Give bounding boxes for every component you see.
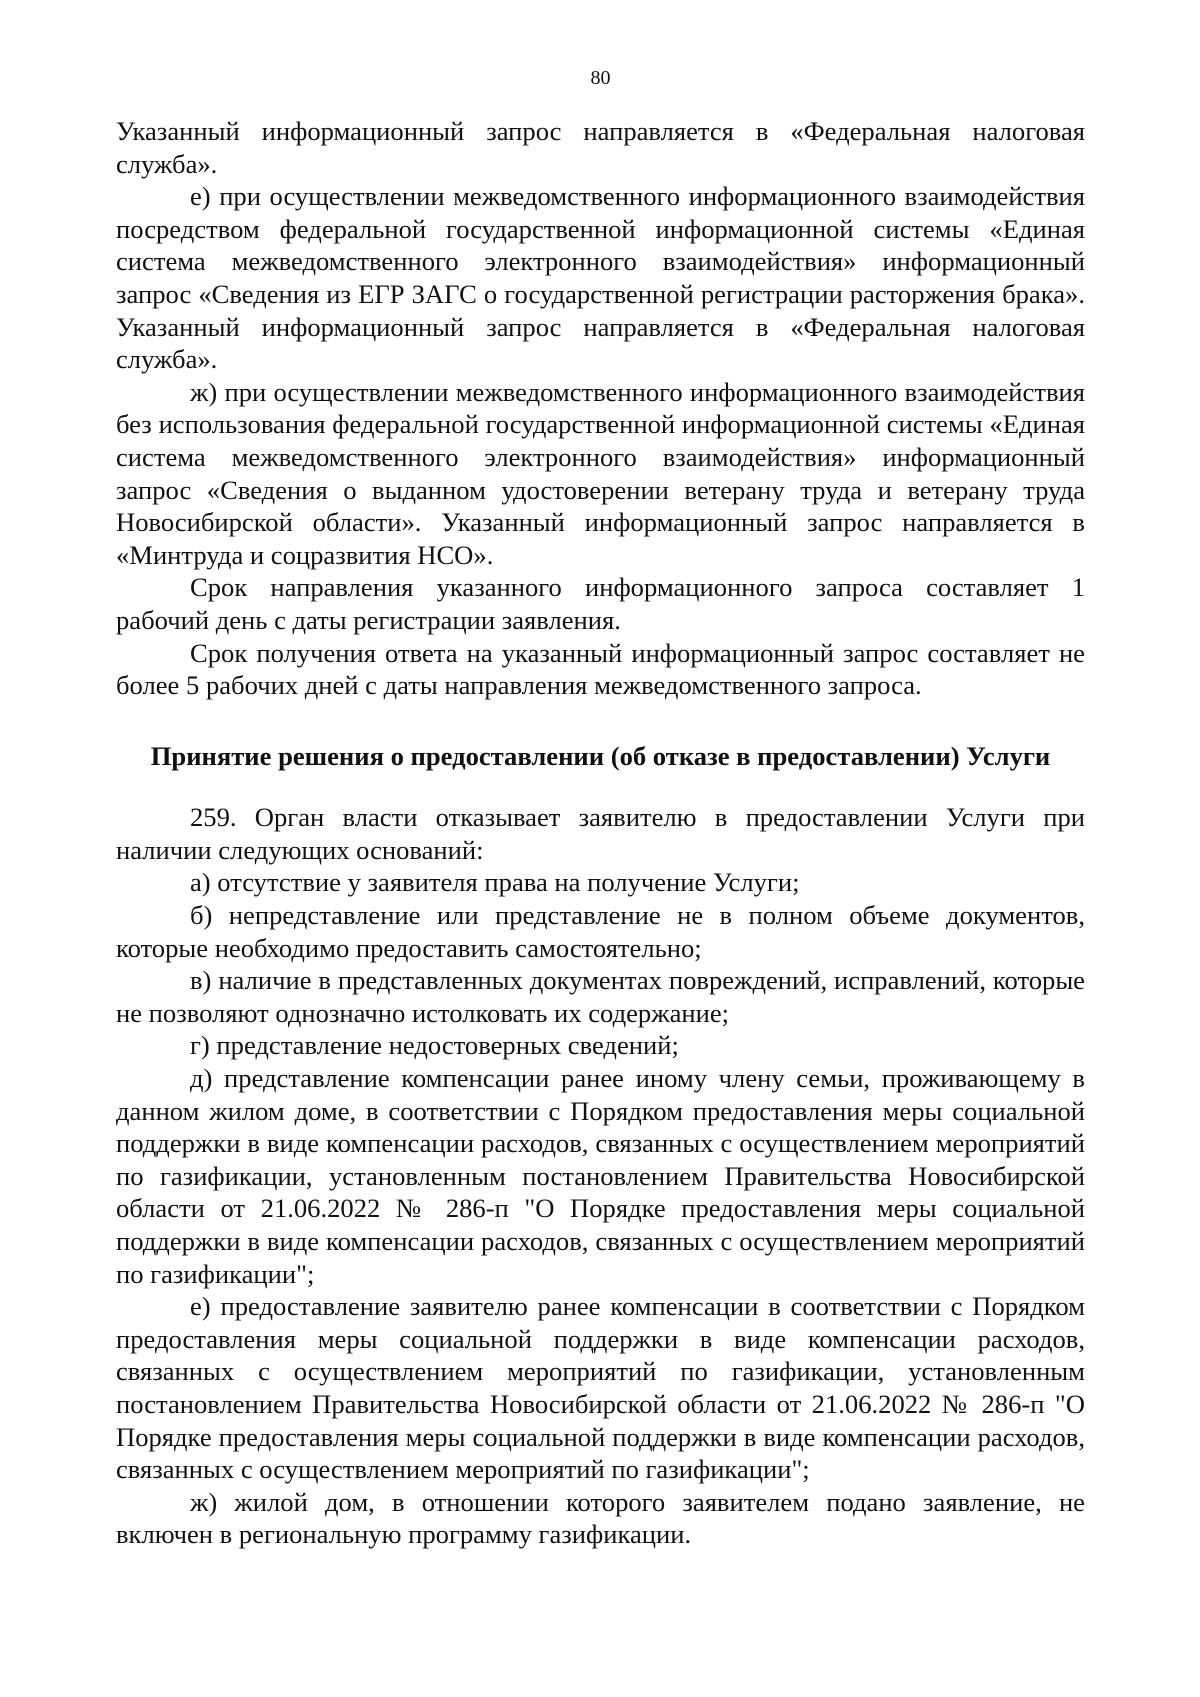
paragraph-ground-g: г) представление недостоверных сведений; xyxy=(190,1030,679,1061)
paragraph-item-zh: ж) при осуществлении межведомственного информационного взаимодействия без использования федеральной государственной информационной системы «Единая система межведомственного электронного взаимодействия» информационный запрос «Сведения о выданном удостоверении ветерану труда и ветерану труда Новосибирской области». Указанный информационный запрос направляется в «Минтруда и соцразвития НСО». xyxy=(116,376,1085,570)
paragraph-259: 259. Орган власти отказывает заявителю в предоставлении Услуги при наличии следующих оснований: xyxy=(116,802,1085,865)
paragraph-ground-a: а) отсутствие у заявителя права на получение Услуги; xyxy=(190,867,800,898)
paragraph-item-e: е) при осуществлении межведомственного информационного взаимодействия посредством федеральной государственной информационной системы «Единая система межведомственного электронного взаимодействия» информационный запрос «Сведения из ЕГР ЗАГС о государственной регистрации расторжения брака». Указанный информационный запрос направляется в «Федеральная налоговая служба». xyxy=(116,181,1085,375)
page-content xyxy=(116,115,1085,1551)
spacer xyxy=(116,772,1085,801)
spacer xyxy=(116,702,1085,740)
paragraph-ground-v: в) наличие в представленных документах повреждений, исправлений, которые не позволяют однозначно истолковать их содержание; xyxy=(116,965,1085,1028)
page-number: 80 xyxy=(590,67,611,89)
paragraph-continuation: Указанный информационный запрос направляется в «Федеральная налоговая служба». xyxy=(116,116,1085,179)
paragraph-request-deadline: Срок направления указанного информационного запроса составляет 1 рабочий день с даты регистрации заявления. xyxy=(116,572,1085,635)
paragraph-ground-e: е) предоставление заявителю ранее компенсации в соответствии с Порядком предоставления меры социальной поддержки в виде компенсации расходов, связанных с осуществлением мероприятий по газификации, установленным постановлением Правительства Новосибирской области от 21.06.2022 № 286-п "О Порядке предоставления меры социальной поддержки в виде компенсации расходов, связанных с осуществлением мероприятий по газификации"; xyxy=(116,1291,1085,1485)
document-page xyxy=(116,0,1085,1697)
paragraph-ground-d: д) представление компенсации ранее иному члену семьи, проживающему в данном жилом доме, в соответствии с Порядком предоставления меры социальной поддержки в виде компенсации расходов, связанных с осуществлением мероприятий по газификации, установленным постановлением Правительства Новосибирской области от 21.06.2022 № 286-п "О Порядке предоставления меры социальной поддержки в виде компенсации расходов, связанных с осуществлением мероприятий по газификации"; xyxy=(116,1063,1085,1289)
paragraph-ground-b: б) непредставление или представление не в полном объеме документов, которые необходимо предоставить самостоятельно; xyxy=(116,900,1085,963)
paragraph-response-deadline: Срок получения ответа на указанный информационный запрос составляет не более 5 рабочих дней с даты направления межведомственного запроса. xyxy=(116,637,1085,701)
paragraph-ground-zh: ж) жилой дом, в отношении которого заявителем подано заявление, не включен в региональную программу газификации. xyxy=(116,1486,1085,1550)
section-heading: Принятие решения о предоставлении (об отказе в предоставлении) Услуги xyxy=(150,740,1051,771)
